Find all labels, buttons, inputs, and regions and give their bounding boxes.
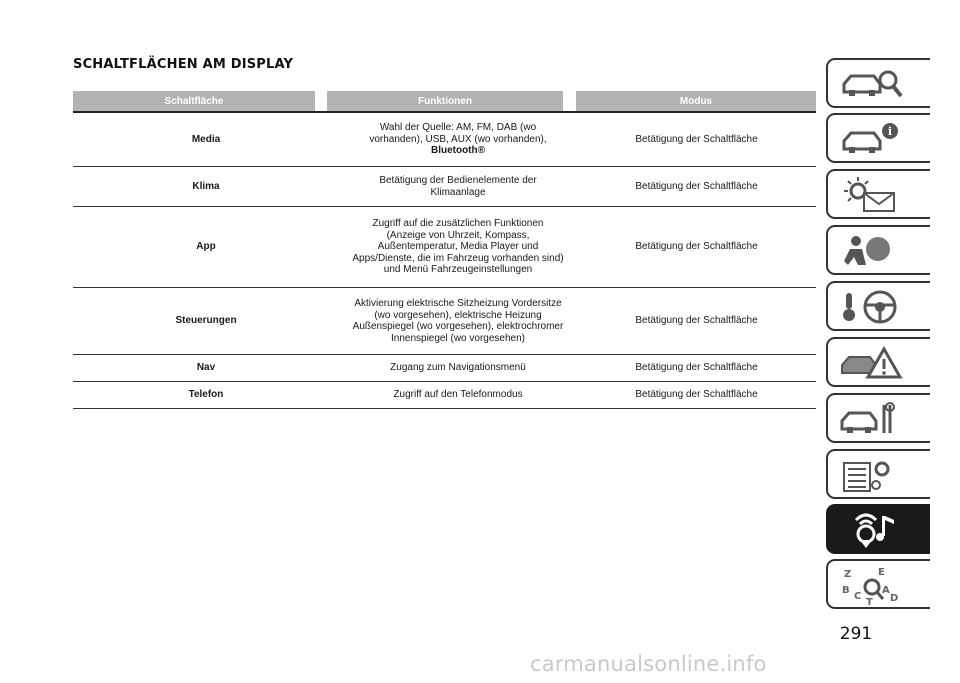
header-functions: Funktionen	[327, 91, 563, 111]
chapter-sidebar	[826, 0, 960, 683]
chapter-tab-technical-data[interactable]	[826, 449, 930, 499]
function-line: Außenspiegel (wo vorgesehen), elektrochromer	[352, 321, 564, 332]
cell-mode: Betätigung der Schaltfläche	[635, 362, 758, 374]
cell-function	[339, 175, 577, 198]
cell-button: Media	[191, 133, 221, 145]
function-line: Betätigung der Bedienelemente der	[379, 175, 537, 186]
watermark: carmanualsonline.info	[530, 652, 767, 676]
function-line: (Anzeige von Uhrzeit, Kompass,	[386, 229, 530, 241]
svg-text:B: B	[842, 585, 850, 596]
cell-mode: Betätigung der Schaltfläche	[635, 180, 758, 192]
function-line: Wahl der Quelle: AM, FM, DAB (wo	[379, 122, 537, 134]
function-line: (wo vorgesehen), elektrische Heizung	[374, 309, 542, 321]
chapter-tab-car-info[interactable]	[826, 113, 930, 163]
cell-mode: Betätigung der Schaltfläche	[635, 315, 758, 327]
cell-button: Klima	[192, 180, 220, 192]
chapter-tab-car-search[interactable]	[826, 58, 930, 108]
function-line: Zugang zum Navigationsmenü	[390, 362, 526, 374]
chapter-tab-car-emergency[interactable]	[826, 337, 930, 387]
cell-function	[339, 218, 577, 276]
cell-function	[339, 362, 577, 374]
function-line: Außentemperatur, Media Player und	[377, 241, 539, 253]
svg-text:i: i	[887, 125, 893, 138]
car-info-icon	[838, 119, 908, 159]
function-line: Apps/Dienste, die im Fahrzeug vorhanden sind)	[352, 252, 564, 264]
chapter-tab-warning-lights[interactable]	[826, 169, 930, 219]
header-button: Schaltfläche	[73, 91, 315, 111]
table-header	[73, 91, 816, 111]
alphabetical-index-icon	[838, 565, 908, 605]
page-number: 291	[839, 624, 873, 644]
technical-data-icon	[838, 455, 908, 495]
svg-text:Z: Z	[844, 569, 852, 580]
cell-button: Telefon	[188, 389, 224, 401]
page-title: SCHALTFLÄCHEN AM DISPLAY	[73, 57, 294, 72]
cell-mode: Betätigung der Schaltfläche	[635, 133, 758, 145]
function-line: Innenspiegel (wo vorgesehen)	[391, 332, 525, 344]
svg-text:D: D	[890, 593, 899, 604]
warning-lights-icon	[838, 175, 908, 215]
chapter-tab-multimedia[interactable]	[826, 504, 930, 554]
cell-mode: Betätigung der Schaltfläche	[635, 389, 758, 401]
table-row	[73, 355, 816, 382]
function-line: und Menü Fahrzeugeinstellungen	[383, 264, 533, 276]
svg-text:T: T	[866, 597, 873, 605]
cell-button: App	[196, 241, 216, 253]
chapter-tab-alphabetical-index[interactable]	[826, 559, 930, 609]
car-emergency-icon	[838, 343, 908, 383]
cell-button: Nav	[196, 362, 216, 374]
car-service-icon	[838, 399, 908, 439]
svg-text:E: E	[878, 567, 885, 578]
function-line: Zugriff auf den Telefonmodus	[393, 389, 523, 401]
chapter-tab-airbag-safety[interactable]	[826, 225, 930, 275]
svg-text:C: C	[854, 591, 862, 602]
header-mode: Modus	[576, 91, 816, 111]
cell-function	[339, 122, 577, 157]
chapter-tab-car-service[interactable]	[826, 393, 930, 443]
function-line: Klimaanlage	[430, 186, 486, 198]
multimedia-icon	[838, 510, 908, 550]
function-line: Bluetooth®	[430, 145, 485, 157]
cell-mode: Betätigung der Schaltfläche	[635, 241, 758, 253]
car-search-icon	[838, 64, 908, 104]
steering-wheel-icon	[838, 287, 908, 327]
function-line: Aktivierung elektrische Sitzheizung Vordersitze	[354, 298, 562, 309]
function-line: Zugriff auf die zusätzlichen Funktionen	[372, 218, 544, 230]
cell-function	[339, 298, 577, 344]
table-row	[73, 288, 816, 355]
airbag-safety-icon	[838, 231, 908, 271]
table-row	[73, 207, 816, 288]
svg-text:A: A	[882, 585, 890, 596]
table-body	[73, 113, 816, 409]
table-row	[73, 382, 816, 409]
cell-function	[339, 389, 577, 401]
cell-button: Steuerungen	[175, 315, 237, 327]
table-row	[73, 167, 816, 207]
table-row	[73, 113, 816, 167]
chapter-tab-steering-wheel[interactable]	[826, 281, 930, 331]
function-line: vorhanden), USB, AUX (wo vorhanden),	[369, 133, 547, 145]
